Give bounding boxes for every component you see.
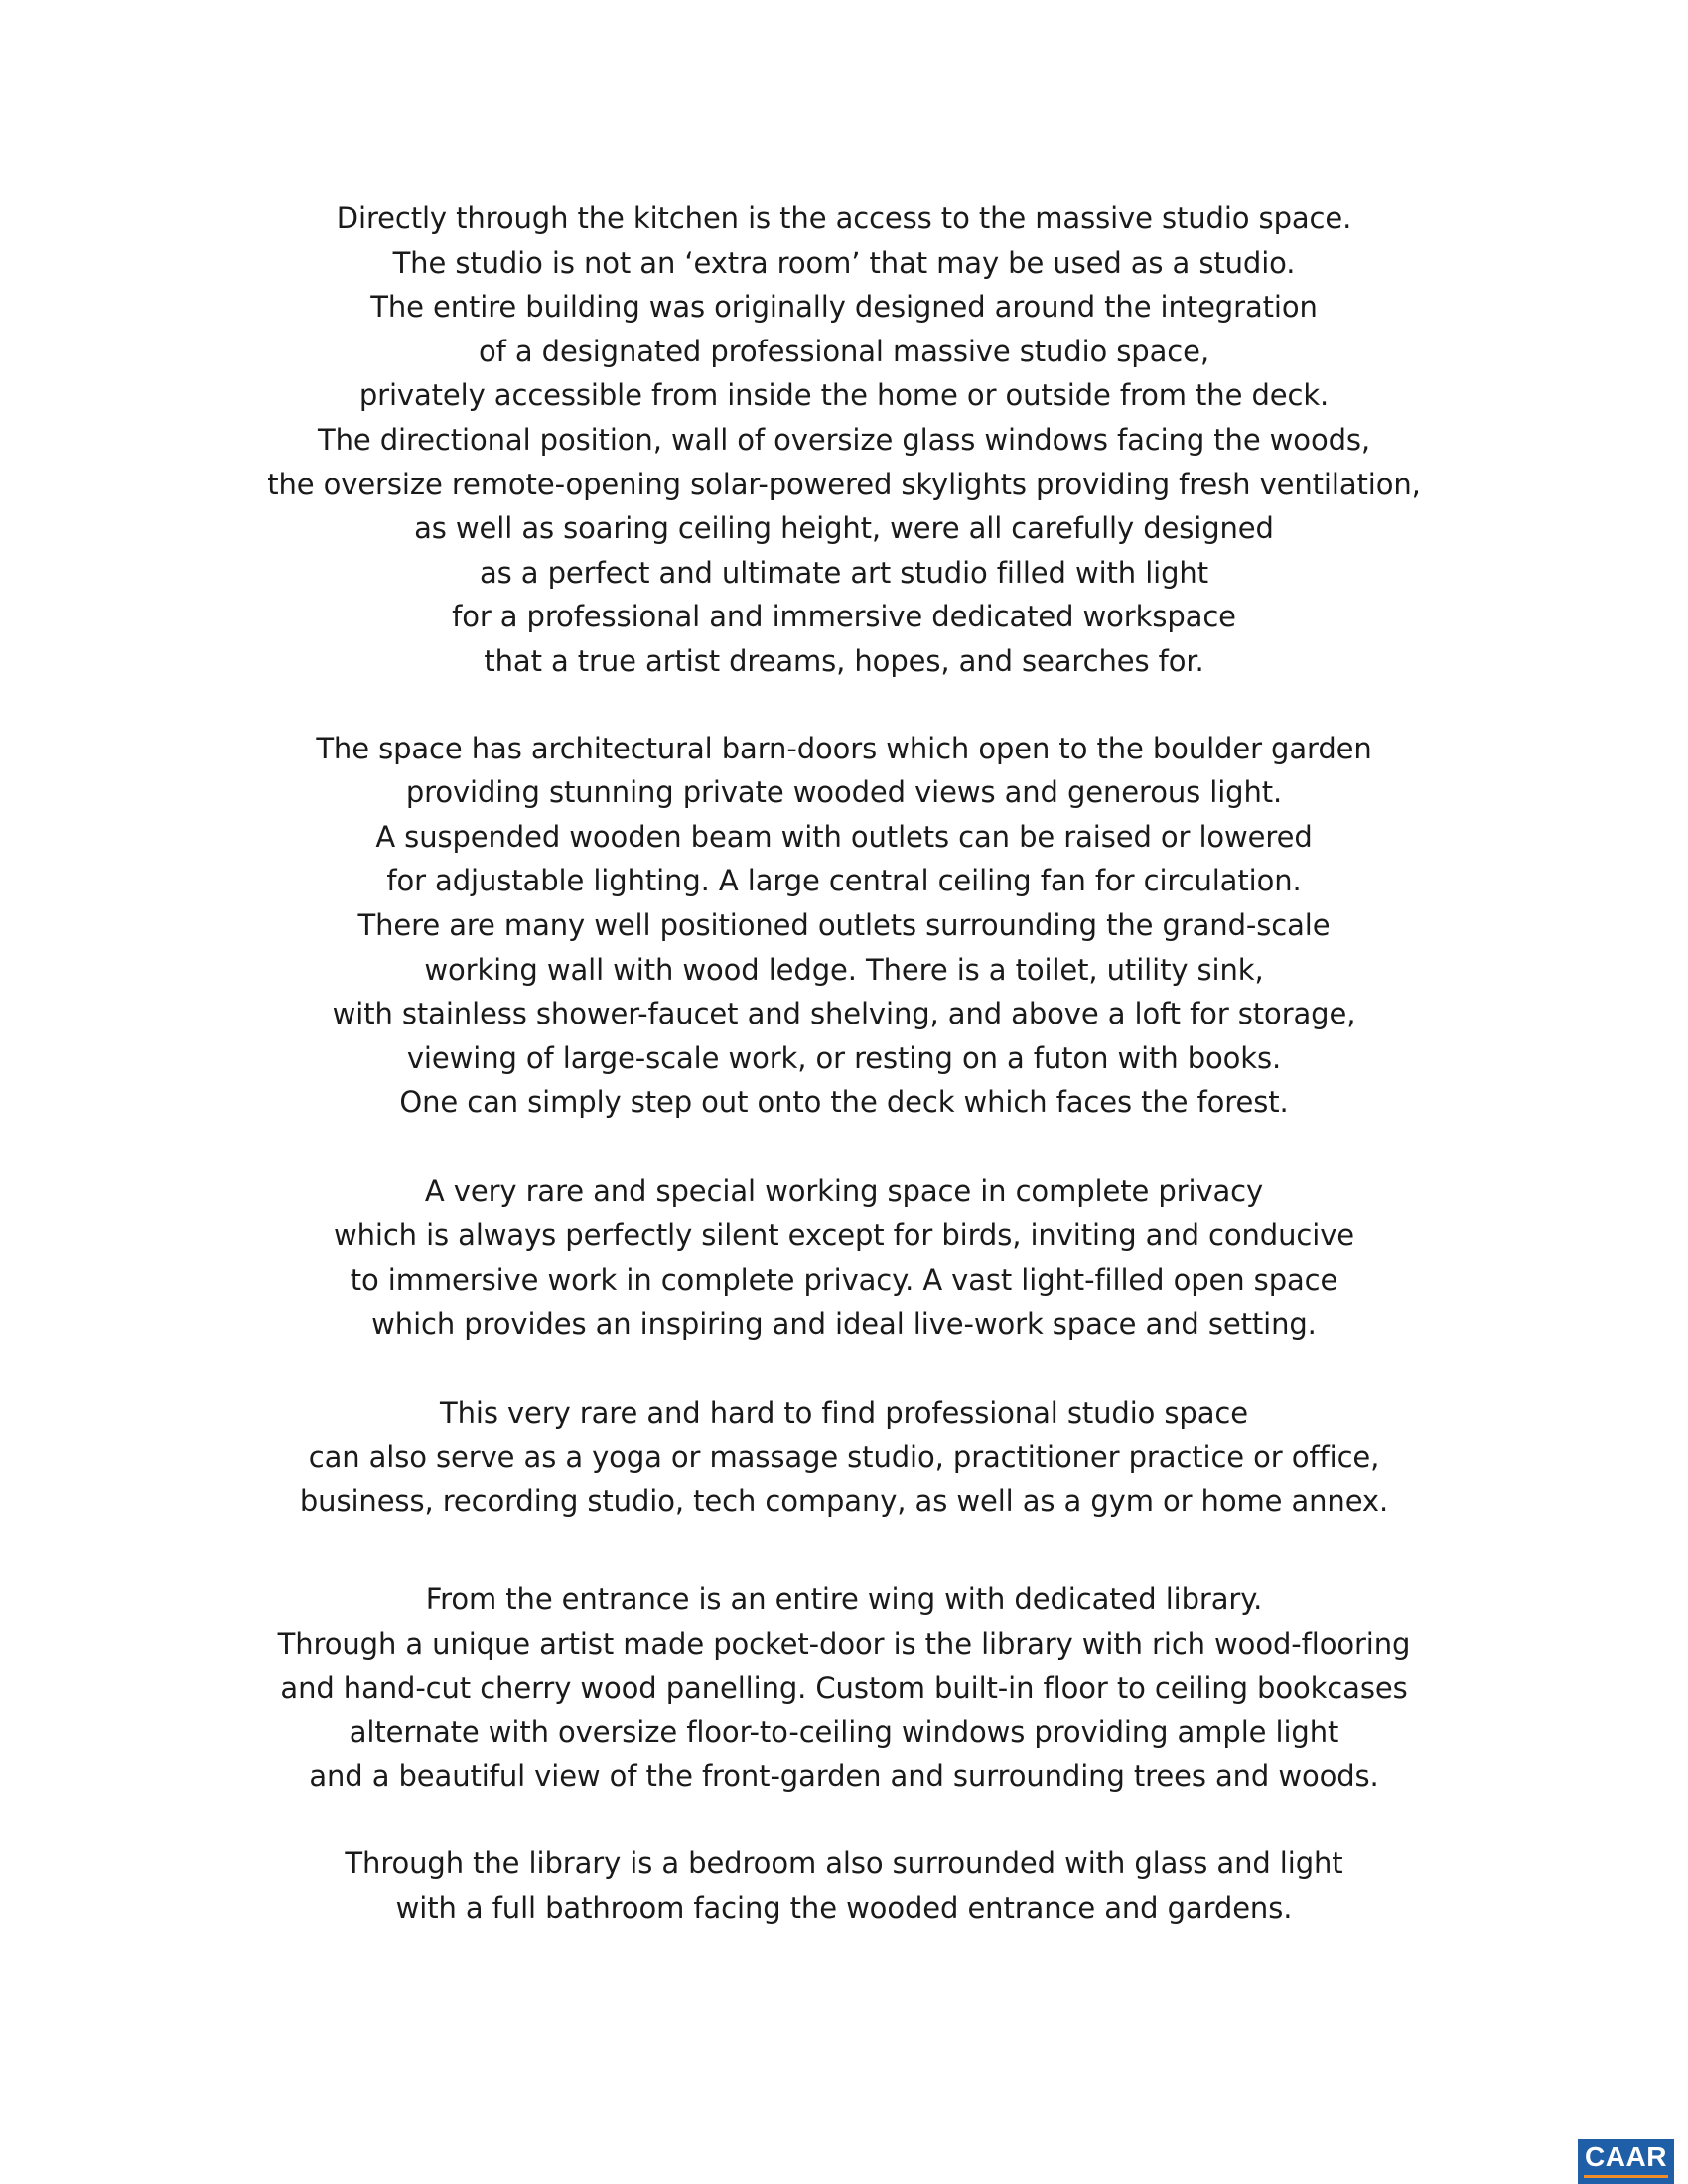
paragraph-spacer <box>0 1346 1688 1391</box>
paragraph-spacer <box>0 1125 1688 1169</box>
text-line: A suspended wooden beam with outlets can be raised or lowered <box>375 819 1313 854</box>
paragraph-studio-intro <box>0 197 1688 684</box>
paragraph-spacer <box>0 1524 1688 1577</box>
text-line: Through the library is a bedroom also surrounded with glass and light <box>345 1846 1343 1880</box>
paragraph-studio-features <box>0 727 1688 1125</box>
text-line: can also serve as a yoga or massage studio, practitioner practice or office, <box>308 1439 1380 1474</box>
text-line: that a true artist dreams, hopes, and searches for. <box>484 643 1204 678</box>
paragraph-library <box>0 1577 1688 1799</box>
text-line: which is always perfectly silent except for birds, inviting and conducive <box>333 1218 1355 1253</box>
text-line: and hand-cut cherry wood panelling. Custom built-in floor to ceiling bookcases <box>280 1671 1408 1706</box>
text-line: business, recording studio, tech company, as well as a gym or home annex. <box>299 1484 1389 1519</box>
text-line: as well as soaring ceiling height, were all carefully designed <box>414 511 1274 546</box>
paragraph-alternate-uses <box>0 1391 1688 1524</box>
text-line: the oversize remote-opening solar-powered skylights providing fresh ventilation, <box>267 467 1421 501</box>
text-line: privately accessible from inside the home or outside from the deck. <box>358 378 1330 413</box>
text-line: A very rare and special working space in complete privacy <box>424 1173 1264 1208</box>
caar-logo-text: CAAR <box>1585 2141 1667 2172</box>
caar-logo <box>1578 2139 1674 2184</box>
text-line: This very rare and hard to find professional studio space <box>440 1396 1248 1431</box>
text-line: The studio is not an ‘extra room’ that may be used as a studio. <box>392 245 1296 280</box>
text-line: with stainless shower-faucet and shelving, and above a loft for storage, <box>332 997 1356 1031</box>
text-line: alternate with oversize floor-to-ceiling windows providing ample light <box>349 1714 1339 1749</box>
text-line: which provides an inspiring and ideal live-work space and setting. <box>371 1306 1317 1341</box>
paragraph-spacer <box>0 1799 1688 1842</box>
text-line: The entire building was originally designed around the integration <box>370 290 1318 325</box>
page-body <box>0 197 1688 1930</box>
text-line: The directional position, wall of oversize glass windows facing the woods, <box>317 422 1371 457</box>
text-line: Through a unique artist made pocket-door is the library with rich wood-flooring <box>277 1626 1411 1661</box>
text-line: One can simply step out onto the deck which faces the forest. <box>399 1085 1289 1120</box>
text-line: Directly through the kitchen is the access to the massive studio space. <box>336 202 1352 235</box>
paragraph-bedroom <box>0 1842 1688 1930</box>
text-line: providing stunning private wooded views and generous light. <box>405 775 1283 810</box>
text-line: The space has architectural barn-doors which open to the boulder garden <box>316 731 1372 765</box>
text-line: for adjustable lighting. A large central ceiling fan for circulation. <box>386 864 1302 898</box>
paragraph-spacer <box>0 684 1688 727</box>
caar-logo-stripe <box>1584 2175 1668 2178</box>
text-line: From the entrance is an entire wing with dedicated library. <box>425 1582 1263 1617</box>
text-line: viewing of large-scale work, or resting on a futon with books. <box>406 1040 1282 1075</box>
text-line: There are many well positioned outlets surrounding the grand-scale <box>357 907 1331 942</box>
paragraph-privacy <box>0 1169 1688 1346</box>
text-line: working wall with wood ledge. There is a toilet, utility sink, <box>424 952 1264 987</box>
text-line: as a perfect and ultimate art studio filled with light <box>480 555 1208 590</box>
text-line: to immersive work in complete privacy. A vast light-filled open space <box>350 1263 1338 1297</box>
text-line: with a full bathroom facing the wooded entrance and gardens. <box>395 1890 1293 1925</box>
text-line: and a beautiful view of the front-garden and surrounding trees and woods. <box>309 1759 1379 1794</box>
text-line: of a designated professional massive studio space, <box>478 334 1209 368</box>
text-line: for a professional and immersive dedicated workspace <box>452 600 1236 634</box>
